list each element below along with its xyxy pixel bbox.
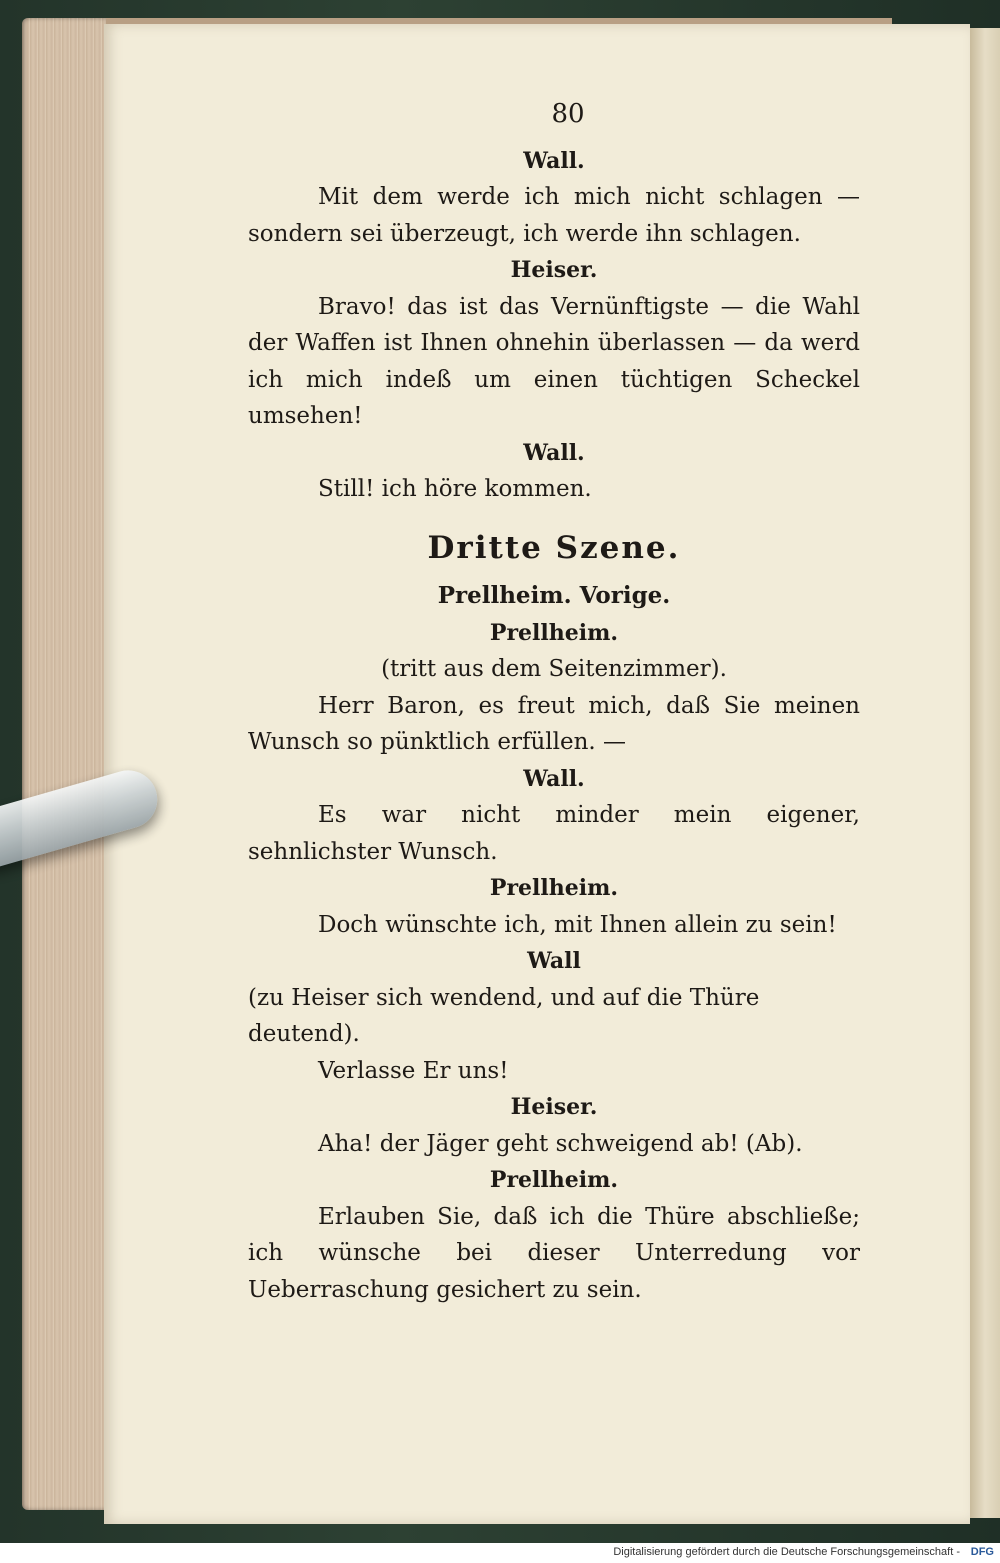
page-number: 80 [551,99,585,129]
speaker-name: Heiser. [510,1094,598,1120]
dialogue-paragraph: Mit dem werde ich mich nicht schlagen — sondern sei überzeugt, ich werde ihn schlagen. [248,184,860,247]
speaker-name: Wall. [523,765,585,792]
speaker-name: Prellheim. [489,875,619,901]
dialogue-paragraph: Bravo! das ist das Vernünftigste — die Wahl der Waffen ist Ihnen ohnehin überlassen — da werd ich mich indeß um einen tüchtigen Scheckel umsehen! [248,293,860,429]
speaker-name: Wall [527,948,581,974]
stage-direction: (tritt aus dem Seitenzimmer). [381,656,727,682]
speaker-name: Wall. [523,439,585,466]
speaker-name: Prellheim. [489,619,619,646]
footer-bar [0,1543,1000,1563]
page-text [248,96,860,1308]
dialogue-paragraph: Verlasse Er uns! [318,1057,509,1084]
speaker-name: Prellheim. [489,1167,619,1193]
speaker-name: Wall. [523,147,585,174]
dialogue-paragraph: Aha! der Jäger geht schweigend ab! (Ab). [318,1130,803,1157]
facing-page-edge [970,28,1000,1518]
page-stack-edge [22,18,106,1510]
cast-list: Prellheim. Vorige. [437,582,671,609]
dialogue-paragraph: Herr Baron, es freut mich, daß Sie meinen Wunsch so pünktlich erfüllen. — [248,692,860,755]
dialogue-paragraph: Still! ich höre kommen. [318,476,592,502]
dfg-logo: DFG [970,1546,994,1558]
text-blocks [248,143,860,1309]
footer-caption: Digitalisierung gefördert durch die Deutsche Forschungsgemeinschaft - [613,1546,960,1558]
scene-heading: Dritte Szene. [427,529,681,566]
dialogue-paragraph: Es war nicht minder mein eigener, sehnlichster Wunsch. [248,802,860,865]
stage-direction: (zu Heiser sich wendend, und auf die Thüre deutend). [248,984,760,1047]
speaker-name: Heiser. [510,257,598,283]
dialogue-paragraph: Doch wünschte ich, mit Ihnen allein zu sein! [318,911,837,938]
dialogue-paragraph: Erlauben Sie, daß ich die Thüre abschließe; ich wünsche bei dieser Unterredung vor Ueberraschung gesichert zu sein. [248,1203,860,1303]
